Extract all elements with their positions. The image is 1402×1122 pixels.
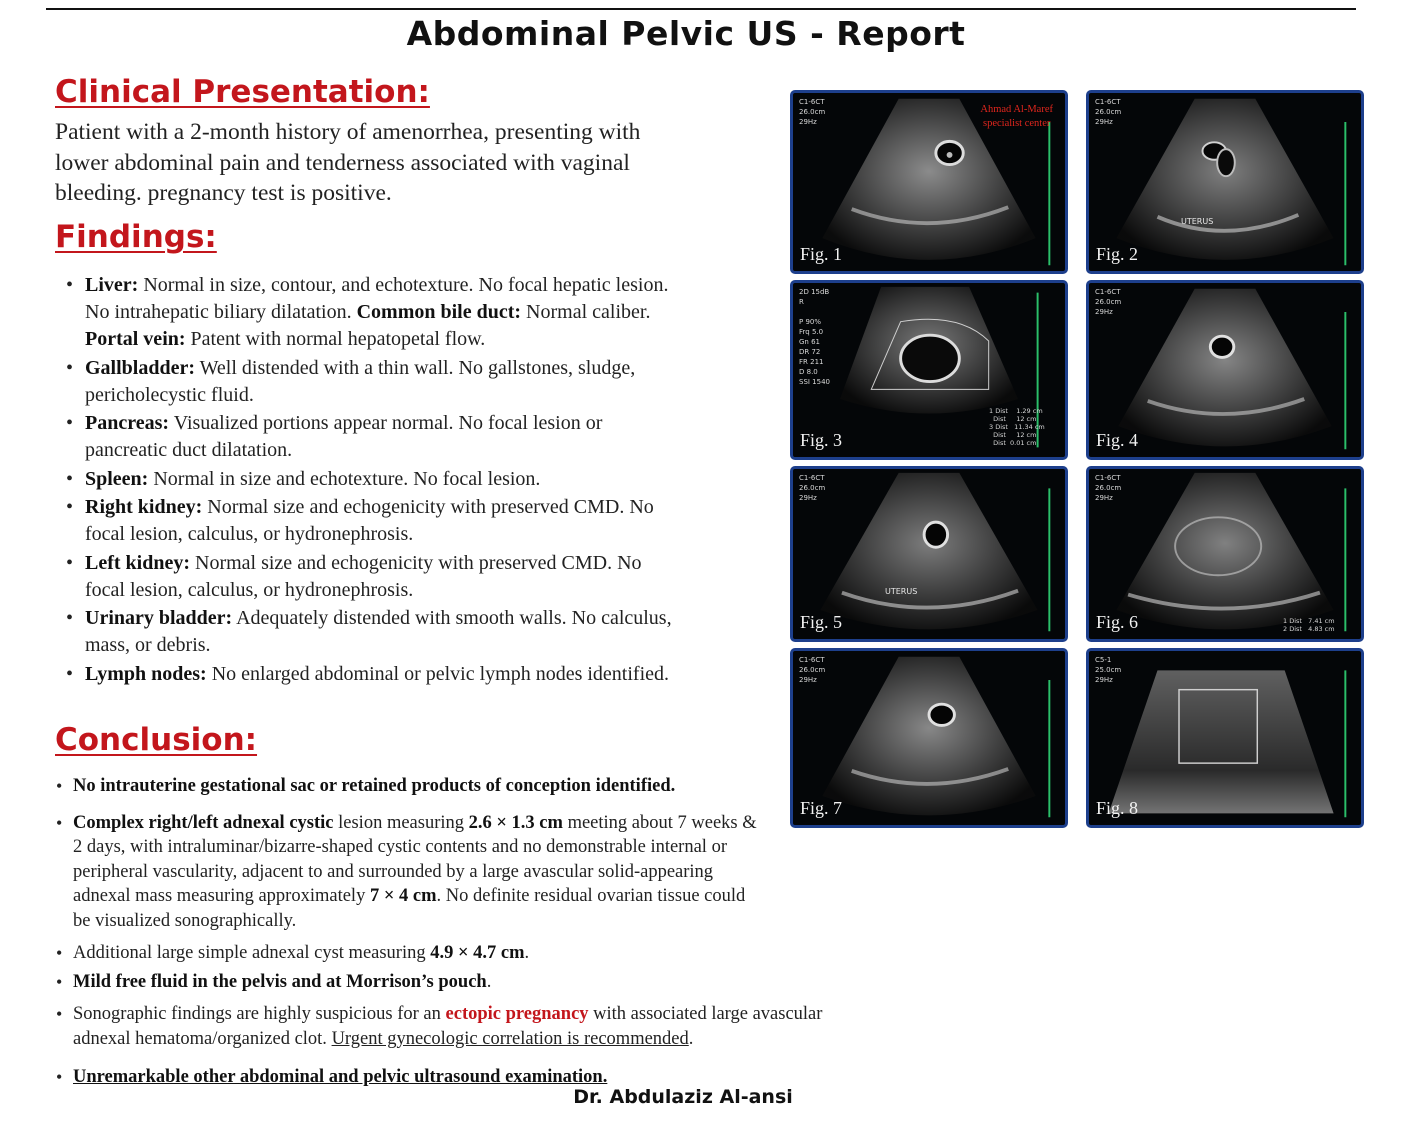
- finding-label: Lymph nodes:: [85, 662, 207, 685]
- probe-info: C5-1 25.0cm 29Hz: [1095, 656, 1122, 684]
- probe-info: C1-6CT 26.0cm 29Hz: [1095, 288, 1122, 316]
- conclusion-text: Unremarkable other abdominal and pelvic ultrasound examination.: [73, 1067, 608, 1087]
- figure-caption: Fig. 7: [800, 798, 843, 818]
- conclusion-item: [73, 1002, 883, 1051]
- recommendation-text: Urgent gynecologic correlation is recommended: [331, 1028, 689, 1049]
- clinical-heading: Clinical Presentation:: [55, 74, 430, 110]
- finding-left-kidney: [85, 550, 675, 604]
- figure-1[interactable]: [790, 90, 1068, 274]
- finding-label: Common bile duct:: [356, 301, 522, 323]
- clinical-text: Patient with a 2-month history of amenorrhea, presenting with lower abdominal pain and tenderness associated with vaginal bleeding. pregnancy test is positive.: [55, 119, 641, 206]
- conclusion-bold: Complex right/left adnexal cystic: [73, 812, 334, 833]
- figure-caption: Fig. 1: [800, 244, 843, 264]
- conclusion-text: No intrauterine gestational sac or retained products of conception identified.: [73, 776, 676, 796]
- conclusion-text: .: [486, 971, 492, 992]
- finding-right-kidney: [85, 494, 675, 548]
- conclusion-item: [73, 811, 883, 934]
- figure-4[interactable]: [1086, 280, 1364, 460]
- finding-liver: [85, 272, 675, 353]
- finding-label: Right kidney:: [85, 496, 203, 518]
- figure-3[interactable]: [790, 280, 1068, 460]
- watermark: [980, 103, 1053, 131]
- figure-7[interactable]: [790, 648, 1068, 828]
- organ-label: UTERUS: [1181, 217, 1214, 226]
- findings-list: [85, 272, 675, 689]
- conclusion-text: meeting about 7 weeks & 2 days, with intraluminar/bizarre-shaped cystic contents and no demonstrable internal or peripheral vascularity, adjacent to and surrounded by a large avascular solid-appearing adnexal mass measuring approximately: [73, 812, 757, 906]
- finding-label: Pancreas:: [85, 412, 170, 434]
- conclusion-bold: Mild free fluid in the pelvis and at Morrison’s pouch: [73, 971, 487, 992]
- conclusion-item: [73, 774, 883, 799]
- conclusion-text: .: [688, 1028, 694, 1049]
- finding-text: Adequately distended with smooth walls. No calculus, mass, or debris.: [85, 607, 672, 656]
- finding-label: Urinary bladder:: [85, 607, 233, 629]
- probe-info: C1-6CT 26.0cm 29Hz: [799, 656, 826, 684]
- conclusion-text: with associated large avascular adnexal hematoma/organized clot.: [73, 1004, 823, 1049]
- watermark-line: Ahmad Al-Maref: [980, 104, 1053, 115]
- conclusion-item: [73, 941, 883, 966]
- conclusion-item: [73, 970, 883, 995]
- probe-info: 2D 15dB R P 90% Frq 5.0 Gn 61 DR 72 FR 211 D 8.0 SSI 1540: [799, 288, 830, 386]
- probe-info: C1-6CT 26.0cm 29Hz: [799, 474, 826, 502]
- figure-caption: Fig. 2: [1096, 244, 1139, 264]
- figure-caption: Fig. 8: [1096, 798, 1139, 818]
- finding-text: Normal in size and echotexture. No focal lesion.: [148, 467, 541, 490]
- finding-text: Normal caliber.: [521, 301, 651, 323]
- conclusion-bold: 4.9 × 4.7 cm: [430, 943, 525, 963]
- finding-text: Normal in size, contour, and echotexture. No focal hepatic lesion. No intrahepatic biliary dilatation.: [85, 274, 669, 323]
- finding-text: No enlarged abdominal or pelvic lymph nodes identified.: [206, 662, 670, 685]
- probe-info: C1-6CT 26.0cm 29Hz: [1095, 474, 1122, 502]
- finding-gallbladder: [85, 355, 675, 409]
- finding-pancreas: [85, 410, 675, 464]
- finding-lymph-nodes: [85, 661, 675, 688]
- organ-label: UTERUS: [885, 587, 918, 596]
- report-title: Abdominal Pelvic US - Report: [406, 14, 966, 53]
- conclusion-list: [73, 774, 883, 1090]
- finding-text: Well distended with a thin wall. No gallstones, sludge, pericholecystic fluid.: [85, 356, 636, 406]
- finding-label: Liver:: [85, 274, 139, 296]
- measurement-readout: 1 Dist 7.41 cm 2 Dist 4.83 cm: [1283, 617, 1335, 633]
- finding-text: Patent with normal hepatopetal flow.: [185, 328, 486, 350]
- finding-text: Normal size and echogenicity with preserved CMD. No focal lesion, calculus, or hydronephrosis.: [85, 496, 654, 545]
- figure-caption: Fig. 3: [800, 430, 843, 450]
- probe-info: C1-6CT 26.0cm 29Hz: [1095, 98, 1122, 126]
- conclusion-bold: 7 × 4 cm: [369, 886, 437, 906]
- figure-caption: Fig. 4: [1096, 430, 1139, 450]
- finding-label: Portal vein:: [85, 328, 186, 350]
- conclusion-text: . No definite residual ovarian tissue could be visualized sonographically.: [73, 886, 746, 931]
- figure-5[interactable]: [790, 466, 1068, 642]
- finding-urinary-bladder: [85, 605, 675, 659]
- probe-info: C1-6CT 26.0cm 29Hz: [799, 98, 826, 126]
- conclusion-heading: Conclusion:: [55, 722, 258, 758]
- figure-8[interactable]: [1086, 648, 1364, 828]
- finding-label: Left kidney:: [85, 551, 190, 574]
- finding-text: Normal size and echogenicity with preserved CMD. No focal lesion, calculus, or hydronephrosis.: [85, 551, 642, 601]
- finding-text: Visualized portions appear normal. No focal lesion or pancreatic duct dilatation.: [85, 412, 603, 461]
- figure-6[interactable]: [1086, 466, 1364, 642]
- findings-heading: Findings:: [55, 219, 217, 255]
- conclusion-text: .: [524, 943, 530, 963]
- measurement-readout: 1 Dist 1.29 cm Dist 12 cm 3 Dist 11.34 cm Dist 12 cm Dist 0.01 cm: [989, 407, 1045, 447]
- figure-caption: Fig. 6: [1096, 612, 1139, 632]
- top-rule: [46, 8, 1356, 10]
- figure-grid: [790, 90, 1370, 830]
- conclusion-bold: 2.6 × 1.3 cm: [468, 812, 563, 833]
- conclusion-text: Sonographic findings are highly suspicious for an: [73, 1004, 446, 1024]
- conclusion-text: Additional large simple adnexal cyst measuring: [73, 943, 431, 963]
- watermark-line: specialist center: [983, 118, 1051, 129]
- finding-label: Gallbladder:: [85, 356, 196, 379]
- finding-label: Spleen:: [85, 467, 149, 490]
- finding-spleen: [85, 466, 675, 493]
- conclusion-text: lesion measuring: [333, 812, 469, 833]
- ectopic-pregnancy-highlight: ectopic pregnancy: [445, 1004, 589, 1024]
- figure-2[interactable]: [1086, 90, 1364, 274]
- signature: Dr. Abdulaziz Al-ansi: [573, 1086, 793, 1108]
- figure-caption: Fig. 5: [800, 612, 843, 632]
